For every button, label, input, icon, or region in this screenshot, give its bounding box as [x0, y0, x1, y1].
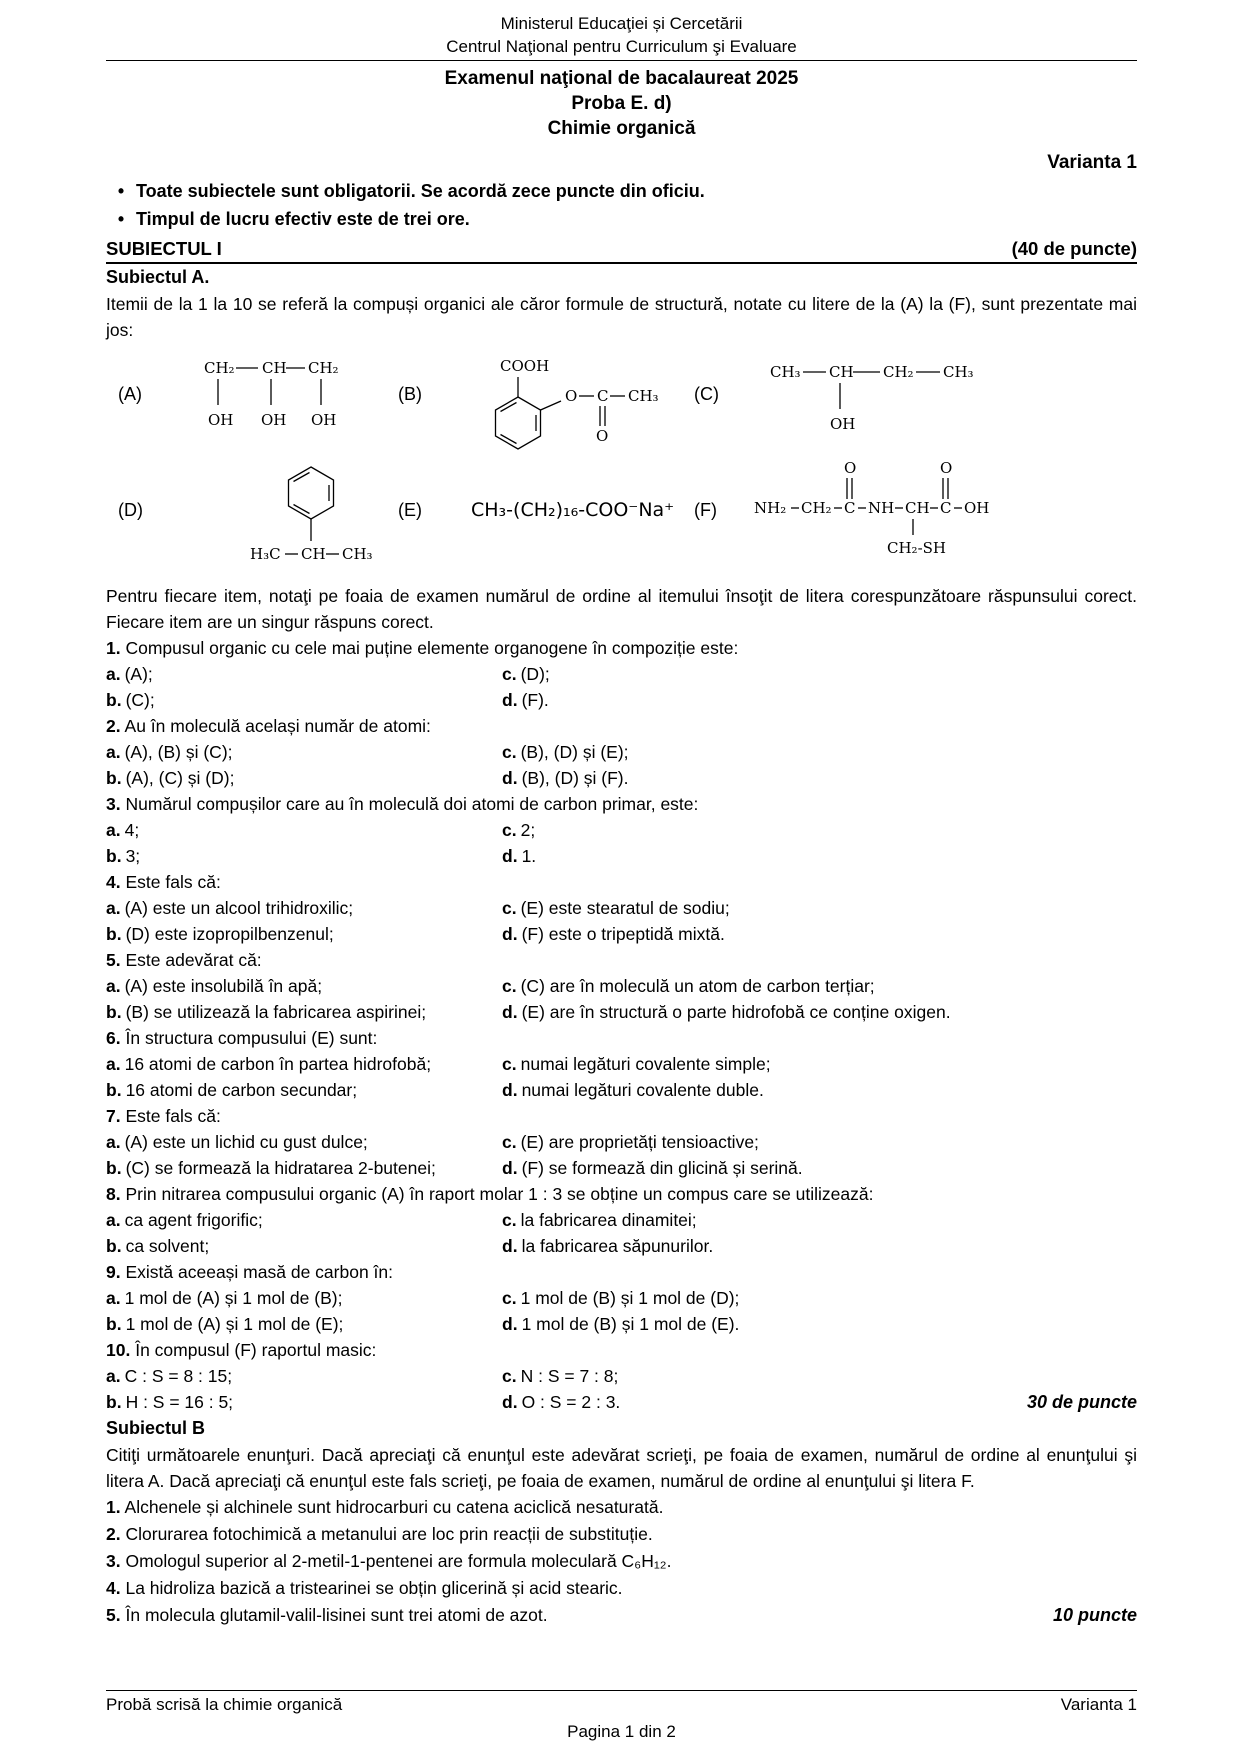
question-7	[106, 1103, 1137, 1181]
option-c	[502, 817, 1137, 843]
option-letter: d.	[502, 1392, 518, 1412]
question-text: Este fals că:	[125, 1106, 221, 1126]
option-d	[502, 765, 1137, 791]
atom-group: O	[844, 459, 857, 477]
question-2	[106, 713, 1137, 791]
option-letter: a.	[106, 1054, 121, 1074]
option-letter: d.	[502, 1314, 518, 1334]
atom-group: CH₃	[770, 363, 801, 381]
option-letter: b.	[106, 1392, 122, 1412]
structure-label-E: (E)	[398, 500, 422, 520]
question-stem	[106, 869, 1137, 895]
question-number: 5.	[106, 950, 121, 970]
structure-label-A: (A)	[118, 384, 142, 404]
atom-group: CH	[262, 359, 287, 377]
question-number: 7.	[106, 1106, 121, 1126]
option-text: 4;	[124, 820, 140, 840]
atom-group: CH	[905, 499, 930, 517]
question-3	[106, 791, 1137, 869]
option-b	[106, 921, 502, 947]
option-text: ca solvent;	[125, 1236, 210, 1256]
option-text: (E) are proprietăți tensioactive;	[520, 1132, 759, 1152]
atom-group: COOH	[500, 357, 550, 375]
structure-formulas	[106, 343, 1137, 583]
partB-item-5	[106, 1602, 1137, 1629]
option-letter: d.	[502, 768, 518, 788]
probe-title: Proba E. d)	[571, 93, 672, 114]
option-text: (C);	[125, 690, 155, 710]
option-a	[106, 1129, 502, 1155]
options	[106, 817, 1137, 869]
option-c	[502, 1363, 1137, 1389]
option-b	[106, 687, 502, 713]
item-number: 1.	[106, 1497, 121, 1517]
options	[106, 1129, 1137, 1181]
atom-group: CH₃	[943, 363, 974, 381]
atom-group: H₃C	[250, 545, 281, 563]
item-number: 4.	[106, 1578, 121, 1598]
structure-A-glycerol	[202, 355, 362, 439]
option-text: O : S = 2 : 3.	[521, 1392, 621, 1412]
question-stem	[106, 947, 1137, 973]
option-b	[106, 1389, 502, 1415]
question-number: 8.	[106, 1184, 121, 1204]
option-letter: b.	[106, 1314, 122, 1334]
question-stem	[106, 1025, 1137, 1051]
option-a	[106, 1363, 502, 1389]
option-a	[106, 739, 502, 765]
option-letter: d.	[502, 1236, 518, 1256]
option-d	[502, 999, 1137, 1025]
option-text: 1.	[521, 846, 537, 866]
option-text: (C) are în moleculă un atom de carbon terțiar;	[520, 976, 875, 996]
option-text: 2;	[520, 820, 536, 840]
option-d	[502, 1155, 1137, 1181]
atom-group: O	[596, 427, 609, 445]
bond	[294, 505, 310, 514]
item-text: În molecula glutamil-valil-lisinei sunt trei atomi de azot.	[125, 1605, 548, 1625]
option-letter: a.	[106, 1366, 121, 1386]
question-number: 3.	[106, 794, 121, 814]
notice-text: Toate subiectele sunt obligatorii. Se acordă zece puncte din oficiu.	[136, 181, 705, 201]
question-text: Este fals că:	[125, 872, 221, 892]
option-letter: b.	[106, 1158, 122, 1178]
options	[106, 1207, 1137, 1259]
question-text: Prin nitrarea compusului organic (A) în raport molar 1 : 3 se obține un compus care se utilizează:	[125, 1184, 874, 1204]
option-letter: c.	[502, 1366, 517, 1386]
option-text: (C) se formează la hidratarea 2-butenei;	[125, 1158, 436, 1178]
option-text: (B) se utilizează la fabricarea aspirinei;	[125, 1002, 427, 1022]
partA-heading: Subiectul A.	[106, 267, 210, 287]
option-letter: c.	[502, 1132, 517, 1152]
option-letter: d.	[502, 1158, 518, 1178]
question-stem	[106, 1337, 1137, 1363]
question-text: În structura compusului (E) sunt:	[125, 1028, 378, 1048]
option-c	[502, 973, 1137, 999]
option-text: (F) se formează din glicină și serină.	[521, 1158, 803, 1178]
options	[106, 1051, 1137, 1103]
option-letter: a.	[106, 898, 121, 918]
option-d	[502, 921, 1137, 947]
option-a	[106, 1207, 502, 1233]
option-c	[502, 1207, 1137, 1233]
question-stem	[106, 713, 1137, 739]
partB-points: 10 puncte	[1052, 1605, 1137, 1625]
partB-heading: Subiectul B	[106, 1418, 206, 1438]
bond	[541, 401, 562, 410]
partA-points: 30 de puncte	[1026, 1392, 1137, 1412]
atom-group: OH	[964, 499, 990, 517]
option-letter: b.	[106, 924, 122, 944]
option-d	[502, 1233, 1137, 1259]
options	[106, 973, 1137, 1025]
item-number: 2.	[106, 1524, 121, 1544]
option-a	[106, 1051, 502, 1077]
option-d	[502, 687, 1137, 713]
option-text: C : S = 8 : 15;	[124, 1366, 233, 1386]
question-1	[106, 635, 1137, 713]
option-a	[106, 973, 502, 999]
atom-group: OH	[208, 411, 234, 429]
option-letter: a.	[106, 1288, 121, 1308]
atom-group: CH	[829, 363, 854, 381]
bond	[501, 435, 517, 444]
item-text: Omologul superior al 2-metil-1-pentenei are formula moleculară C₆H₁₂.	[125, 1551, 672, 1571]
notice-item	[106, 205, 1137, 233]
atom-group: CH₃	[628, 387, 659, 405]
option-text: (E) are în structură o parte hidrofobă ce conține oxigen.	[521, 1002, 951, 1022]
option-text: (F).	[521, 690, 549, 710]
option-text: (A);	[124, 664, 153, 684]
item-number: 5.	[106, 1605, 121, 1625]
notice-item	[106, 177, 1137, 205]
option-d	[502, 843, 1137, 869]
exam-title: Examenul naţional de bacalaureat 2025	[444, 68, 799, 89]
page-footer	[106, 1690, 1137, 1743]
option-b	[106, 999, 502, 1025]
question-text: În compusul (F) raportul masic:	[135, 1340, 377, 1360]
option-letter: d.	[502, 690, 518, 710]
partB-item-1	[106, 1494, 1137, 1521]
option-letter: c.	[502, 742, 517, 762]
option-letter: c.	[502, 1210, 517, 1230]
item-text: La hidroliza bazică a tristearinei se obțin glicerină și acid stearic.	[125, 1578, 623, 1598]
structure-B-aspirin	[478, 343, 678, 461]
atom-group: C	[844, 499, 856, 517]
atom-group: OH	[311, 411, 337, 429]
subject1-heading-row	[106, 235, 1137, 264]
option-text: N : S = 7 : 8;	[520, 1366, 619, 1386]
option-letter: c.	[502, 820, 517, 840]
partB-intro: Citiţi următoarele enunţuri. Dacă apreciaţi că enunţul este adevărat scrieţi, pe foaia de examen, numărul de ordine al enunţului şi litera A. Dacă apreciaţi că enunţul este fals scrieţi, pe foaia de examen, numărul de ordine al enunţului şi litera F.	[106, 1445, 1137, 1491]
atom-group: NH₂	[754, 499, 787, 517]
atom-group: CH₂	[883, 363, 914, 381]
option-c	[502, 1051, 1137, 1077]
subject1-points: (40 de puncte)	[1011, 238, 1137, 259]
option-letter: c.	[502, 898, 517, 918]
structure-F-dipeptide	[754, 461, 994, 565]
option-letter: a.	[106, 742, 121, 762]
option-text: 16 atomi de carbon în partea hidrofobă;	[124, 1054, 432, 1074]
atom-group: OH	[830, 415, 856, 433]
question-8	[106, 1181, 1137, 1259]
question-text: Compusul organic cu cele mai puține elemente organogene în compoziție este:	[125, 638, 739, 658]
question-text: Există aceeași masă de carbon în:	[125, 1262, 393, 1282]
footer-page-number: Pagina 1 din 2	[567, 1722, 676, 1741]
option-b	[106, 1233, 502, 1259]
partB-item-4	[106, 1575, 1137, 1602]
option-a	[106, 817, 502, 843]
atom-group: O	[940, 459, 953, 477]
option-d	[502, 1077, 1137, 1103]
partA-intro: Itemii de la 1 la 10 se referă la compuși organici ale căror formule de structură, notate cu litere de la (A) la (F), sunt prezentate mai jos:	[106, 294, 1137, 340]
question-number: 2.	[106, 716, 121, 736]
atom-group: CH₂	[204, 359, 235, 377]
option-letter: c.	[502, 1288, 517, 1308]
option-a	[106, 895, 502, 921]
center-line: Centrul Naţional pentru Curriculum şi Evaluare	[446, 37, 797, 56]
atom-group: CH₃	[342, 545, 373, 563]
structure-label-F: (F)	[694, 500, 717, 520]
structure-label-B: (B)	[398, 384, 422, 404]
option-letter: a.	[106, 664, 121, 684]
bond	[294, 473, 310, 482]
option-c	[502, 1285, 1137, 1311]
item-text: Clorurarea fotochimică a metanului are loc prin reacții de substituție.	[125, 1524, 653, 1544]
option-text: 3;	[125, 846, 141, 866]
ministry-line: Ministerul Educaţiei și Cercetării	[500, 14, 743, 33]
footer-variant: Varianta 1	[1060, 1695, 1137, 1714]
footer-row	[106, 1694, 1137, 1716]
options	[106, 1285, 1137, 1337]
option-letter: c.	[502, 976, 517, 996]
atom-group: CH₂	[308, 359, 339, 377]
question-9	[106, 1259, 1137, 1337]
question-stem	[106, 1103, 1137, 1129]
bullet-icon: •	[117, 209, 125, 229]
question-6	[106, 1025, 1137, 1103]
option-text: 1 mol de (B) și 1 mol de (D);	[520, 1288, 740, 1308]
option-letter: c.	[502, 664, 517, 684]
structure-E-sodium-stearate: CH₃-(CH₂)₁₆-COO⁻Na⁺	[471, 499, 675, 521]
atom-group: CH₂-SH	[887, 539, 946, 557]
option-text: (E) este stearatul de sodiu;	[520, 898, 730, 918]
option-c	[502, 739, 1137, 765]
benzene-ring	[496, 397, 541, 449]
option-text: 1 mol de (B) și 1 mol de (E).	[521, 1314, 740, 1334]
question-stem	[106, 1259, 1137, 1285]
item-text: Alchenele și alchinele sunt hidrocarburi cu catena aciclică nesaturată.	[124, 1497, 664, 1517]
options	[106, 661, 1137, 713]
atom-group: CH	[301, 545, 326, 563]
partA-instructions: Pentru fiecare item, notaţi pe foaia de examen numărul de ordine al itemului însoţit de litera corespunzătoare răspunsului corect. Fiecare item are un singur răspuns corect.	[106, 586, 1137, 632]
option-letter: b.	[106, 1080, 122, 1100]
partB-item-2	[106, 1521, 1137, 1548]
variant-label: Varianta 1	[1047, 152, 1137, 173]
structure-label-C: (C)	[694, 384, 719, 404]
option-b	[106, 843, 502, 869]
bullet-icon: •	[117, 181, 125, 201]
option-letter: a.	[106, 1132, 121, 1152]
question-number: 10.	[106, 1340, 131, 1360]
option-letter: b.	[106, 846, 122, 866]
question-10	[106, 1337, 1137, 1415]
option-b	[106, 1311, 502, 1337]
option-a	[106, 1285, 502, 1311]
option-letter: b.	[106, 1002, 122, 1022]
bond	[501, 403, 517, 412]
subject1-heading: SUBIECTUL I	[106, 238, 222, 259]
option-text: (A) este insolubilă în apă;	[124, 976, 323, 996]
option-b	[106, 1077, 502, 1103]
option-letter: a.	[106, 976, 121, 996]
atom-group: CH₂	[801, 499, 832, 517]
benzene-ring	[289, 467, 334, 519]
question-stem	[106, 1181, 1137, 1207]
footer-left: Probă scrisă la chimie organică	[106, 1695, 343, 1714]
option-text: ca agent frigorific;	[124, 1210, 263, 1230]
option-text: 16 atomi de carbon secundar;	[125, 1080, 358, 1100]
notice-text: Timpul de lucru efectiv este de trei ore.	[136, 209, 470, 229]
subject-title: Chimie organică	[547, 118, 696, 139]
question-4	[106, 869, 1137, 947]
question-text: Este adevărat că:	[125, 950, 262, 970]
atom-group: OH	[261, 411, 287, 429]
option-letter: c.	[502, 1054, 517, 1074]
options	[106, 895, 1137, 947]
option-letter: a.	[106, 820, 121, 840]
option-a	[106, 661, 502, 687]
option-text: (D) este izopropilbenzenul;	[125, 924, 334, 944]
option-d	[502, 1311, 1137, 1337]
structure-D-isopropylbenzene	[236, 461, 386, 573]
option-text: (A) este un lichid cu gust dulce;	[124, 1132, 368, 1152]
option-text: (B), (D) și (E);	[520, 742, 629, 762]
option-text: (A), (B) și (C);	[124, 742, 233, 762]
question-number: 6.	[106, 1028, 121, 1048]
partB-item-3	[106, 1548, 1137, 1575]
option-letter: d.	[502, 1080, 518, 1100]
option-letter: b.	[106, 690, 122, 710]
options	[106, 1363, 1137, 1415]
atom-group: NH	[868, 499, 895, 517]
option-text: (D);	[520, 664, 550, 684]
title-block	[106, 66, 1137, 141]
option-b	[106, 765, 502, 791]
question-number: 9.	[106, 1262, 121, 1282]
option-c	[502, 661, 1137, 687]
option-letter: b.	[106, 1236, 122, 1256]
options	[106, 739, 1137, 791]
option-letter: a.	[106, 1210, 121, 1230]
option-text: numai legături covalente simple;	[520, 1054, 771, 1074]
atom-group: C	[597, 387, 609, 405]
notices	[106, 177, 1137, 233]
document-header	[106, 12, 1137, 61]
question-text: Numărul compușilor care au în moleculă doi atomi de carbon primar, este:	[125, 794, 699, 814]
atom-group: C	[940, 499, 952, 517]
question-stem	[106, 791, 1137, 817]
option-letter: d.	[502, 846, 518, 866]
option-text: H : S = 16 : 5;	[125, 1392, 234, 1412]
option-text: (B), (D) și (F).	[521, 768, 629, 788]
question-text: Au în moleculă același număr de atomi:	[124, 716, 431, 736]
option-text: la fabricarea săpunurilor.	[521, 1236, 714, 1256]
option-text: (A) este un alcool trihidroxilic;	[124, 898, 354, 918]
structure-C-butanol	[768, 359, 983, 431]
question-number: 4.	[106, 872, 121, 892]
option-text: la fabricarea dinamitei;	[520, 1210, 697, 1230]
option-text: (A), (C) și (D);	[125, 768, 235, 788]
option-text: numai legături covalente duble.	[521, 1080, 764, 1100]
option-c	[502, 895, 1137, 921]
option-text: 1 mol de (A) și 1 mol de (B);	[124, 1288, 343, 1308]
option-letter: d.	[502, 1002, 518, 1022]
question-number: 1.	[106, 638, 121, 658]
option-c	[502, 1129, 1137, 1155]
option-text: (F) este o tripeptidă mixtă.	[521, 924, 725, 944]
option-letter: d.	[502, 924, 518, 944]
question-5	[106, 947, 1137, 1025]
option-b	[106, 1155, 502, 1181]
atom-group: O	[565, 387, 578, 405]
option-letter: b.	[106, 768, 122, 788]
question-stem	[106, 635, 1137, 661]
option-text: 1 mol de (A) și 1 mol de (E);	[125, 1314, 344, 1334]
structure-label-D: (D)	[118, 500, 143, 520]
item-number: 3.	[106, 1551, 121, 1571]
